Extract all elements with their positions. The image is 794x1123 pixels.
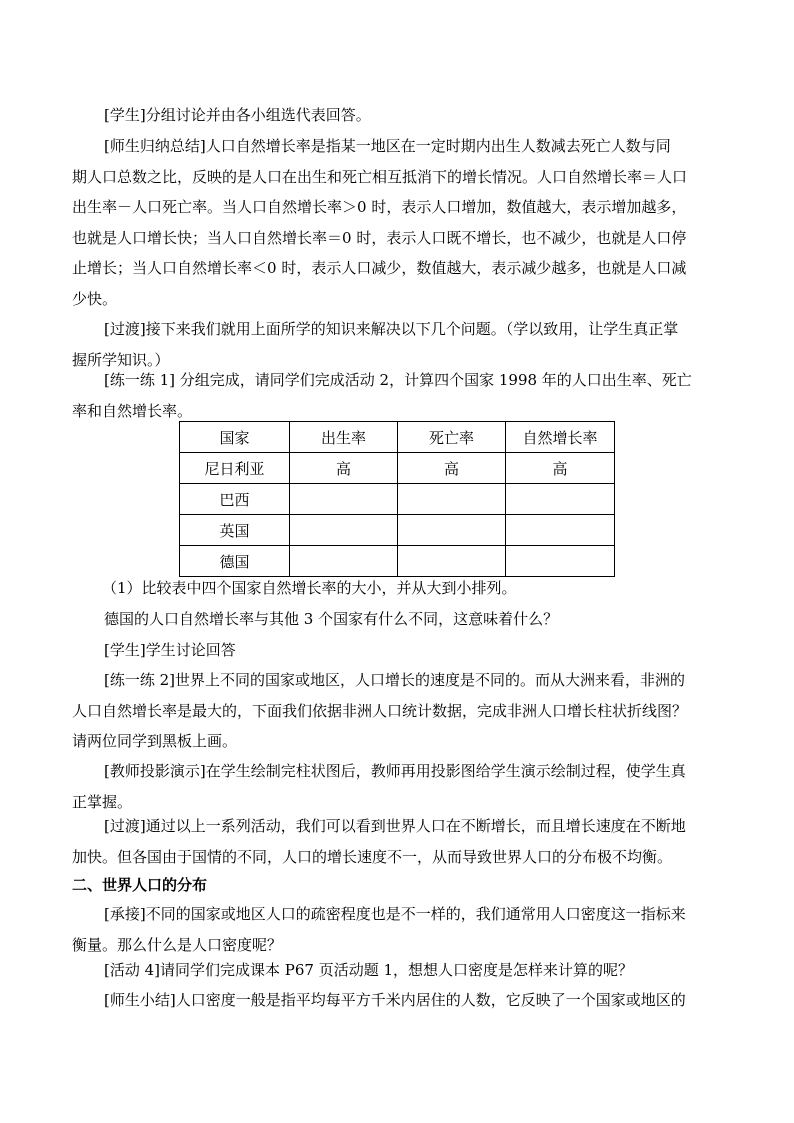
text-line: [练一练 2]世界上不同的国家或地区，人口增长的速度是不同的。而从大洲来看，非洲的	[104, 671, 686, 689]
table-header-cell: 出生率	[290, 422, 398, 453]
paragraph-question-1	[72, 573, 722, 604]
text-line: （1）比较表中四个国家自然增长率的大小，并从大到小排列。	[102, 579, 517, 597]
table-row	[180, 453, 615, 484]
population-rate-table	[179, 421, 615, 577]
table-cell	[506, 546, 615, 577]
table-cell: 英国	[180, 515, 290, 546]
text-line: 人口自然增长率是最大的，下面我们依据非洲人口统计数据，完成非洲人口增长柱状折线图？	[72, 701, 688, 720]
table-cell	[290, 484, 398, 515]
paragraph-teacher-student-summary	[72, 985, 722, 1016]
text-line: 加快。但各国由于国情的不同，人口的增长速度不一，从而导致世界人口的分布极不均衡。	[72, 847, 673, 866]
paragraph-continuation	[72, 899, 722, 960]
table-cell: 巴西	[180, 484, 290, 515]
table-row	[180, 484, 615, 515]
paragraph-exercise-2	[72, 665, 722, 757]
paragraph-teacher-demo	[72, 756, 722, 817]
text-line: 也就是人口增长快；当人口自然增长率＝0 时，表示人口既不增长，也不减少，也就是人口停	[72, 228, 687, 247]
table-cell	[290, 515, 398, 546]
text-line: [学生]学生讨论回答	[104, 641, 236, 659]
paragraph-transition-2	[72, 811, 722, 872]
table-cell: 高	[398, 453, 506, 484]
text-line: [教师投影演示]在学生绘制完柱状图后，教师再用投影图给学生演示绘制过程，使学生真	[104, 762, 686, 780]
paragraph-teacher-summary	[72, 131, 722, 314]
table-row	[180, 546, 615, 577]
text-line: [过渡]接下来我们就用上面所学的知识来解决以下几个问题。（学以致用，让学生真正掌	[104, 320, 679, 338]
table-cell: 高	[290, 453, 398, 484]
text-line: [学生]分组讨论并由各小组选代表回答。	[104, 106, 371, 124]
paragraph-question-germany	[72, 604, 722, 635]
text-line: 出生率－人口死亡率。当人口自然增长率＞0 时，表示人口增加，数值越大，表示增加越多，	[72, 198, 687, 216]
table-header-cell: 死亡率	[398, 422, 506, 453]
text-line: [师生归纳总结]人口自然增长率是指某一地区在一定时期内出生人数减去死亡人数与同	[104, 137, 671, 155]
paragraph-activity-4	[72, 955, 722, 986]
text-line: [师生小结]人口密度一般是指平均每平方千米内居住的人数，它反映了一个国家或地区的	[104, 991, 686, 1009]
text-line: 衡量。那么什么是人口密度呢？	[72, 935, 283, 954]
text-line: [承接]不同的国家或地区人口的疏密程度也是不一样的，我们通常用人口密度这一指标来	[104, 905, 686, 923]
text-line: 期人口总数之比，反映的是人口在出生和死亡相互抵消下的增长情况。人口自然增长率＝人口	[72, 167, 688, 186]
paragraph-exercise-1	[72, 365, 722, 426]
table-cell	[290, 546, 398, 577]
text-line: 请两位同学到黑板上画。	[72, 732, 238, 750]
table-cell	[398, 515, 506, 546]
text-line: 握所学知识。）	[72, 350, 170, 369]
text-line: 率和自然增长率。	[72, 401, 193, 420]
table-cell	[506, 515, 615, 546]
table-header-cell: 国家	[180, 422, 290, 453]
table-cell: 德国	[180, 546, 290, 577]
paragraph-student-answer	[72, 635, 722, 666]
table-cell	[398, 484, 506, 515]
text-line: [活动 4]请同学们完成课本 P67 页活动题 1，想想人口密度是怎样来计算的呢？	[104, 961, 634, 979]
text-line: 德国的人口自然增长率与其他 3 个国家有什么不同，这意味着什么？	[104, 610, 559, 628]
table-cell	[506, 484, 615, 515]
table-cell: 尼日利亚	[180, 453, 290, 484]
paragraph-student-discussion	[72, 100, 722, 131]
section-heading: 二、世界人口的分布	[72, 876, 208, 894]
text-line: 正掌握。	[72, 792, 133, 811]
table-header-cell: 自然增长率	[506, 422, 615, 453]
text-line: 止增长；当人口自然增长率＜0 时，表示人口减少，数值越大，表示减少越多，也就是人口减	[72, 259, 687, 277]
table-cell: 高	[506, 453, 615, 484]
table-cell	[398, 546, 506, 577]
table-header-row	[180, 422, 615, 453]
text-line: 少快。	[72, 289, 118, 308]
text-line: [过渡]通过以上一系列活动，我们可以看到世界人口在不断增长，而且增长速度在不断地	[104, 817, 686, 835]
table-row	[180, 515, 615, 546]
text-line: [练一练 1] 分组完成，请同学们完成活动 2，计算四个国家 1998 年的人口出生率、死亡	[104, 371, 692, 389]
